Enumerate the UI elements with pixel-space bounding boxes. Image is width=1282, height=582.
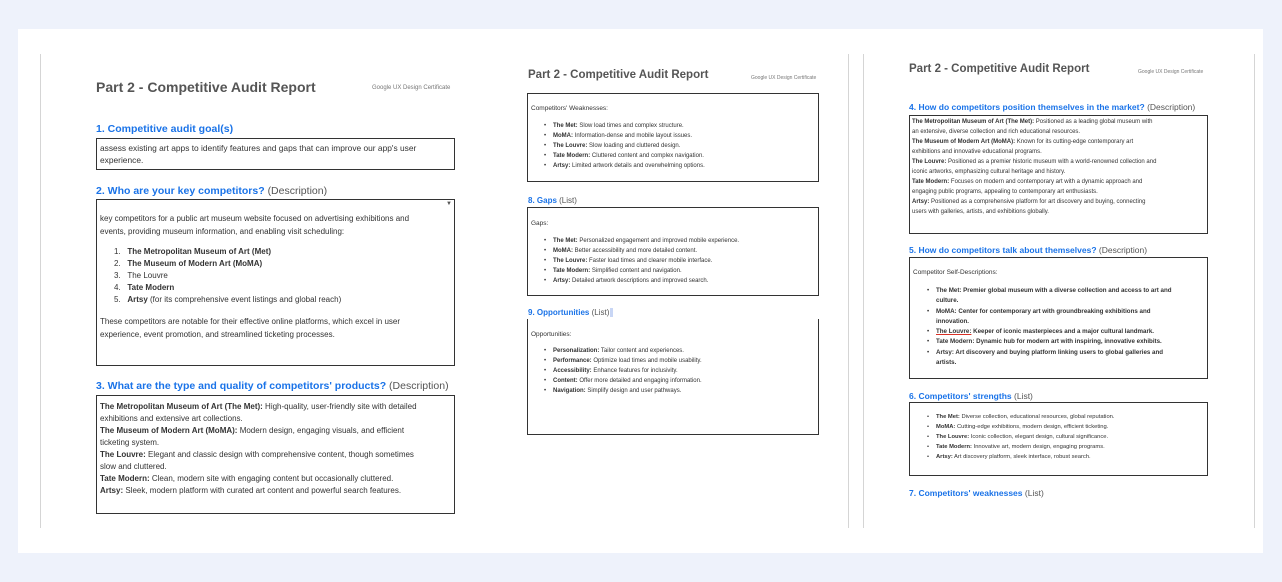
list-item: • The Met: Diverse collection, educational resources, global reputation. xyxy=(936,414,1115,420)
text-line: The Museum of Modern Art (MoMA): Modern design, engaging visuals, and efficient xyxy=(100,426,405,435)
intro-line: events, providing museum information, and enabling visit scheduling: xyxy=(100,227,345,236)
list-item: • Navigation: Simplify design and user pathways. xyxy=(553,388,681,394)
text-line: The Metropolitan Museum of Art (The Met): Positioned as a leading global museum with xyxy=(912,119,1153,125)
box-label: Opportunities: xyxy=(531,331,572,338)
list-item: • Artsy: Detailed artwork descriptions and improved search. xyxy=(553,278,708,284)
text-line: Artsy: Positioned as a comprehensive platform for art discovery and buying, connecting xyxy=(912,199,1146,205)
text-line: users with galleries, artists, and exhibitions globally. xyxy=(912,209,1049,215)
list-item: • Artsy: Art discovery and buying platform linking users to global galleries and xyxy=(936,349,1163,356)
text-line: exhibitions and innovative educational programs. xyxy=(912,149,1042,155)
list-item-continuation: artists. xyxy=(936,359,957,366)
weaknesses-textbox[interactable] xyxy=(527,93,819,182)
box-label: Competitor Self-Descriptions: xyxy=(913,269,998,276)
list-item: • The Louvre: Keeper of iconic masterpieces and a major cultural landmark. xyxy=(936,328,1154,335)
section-7-heading: 7. Competitors' weaknesses (List) xyxy=(909,488,1044,498)
list-item: • MoMA: Better accessibility and more detailed content. xyxy=(553,248,697,254)
list-item: • The Louvre: Slow loading and cluttered design. xyxy=(553,143,680,149)
section-6-heading: 6. Competitors' strengths (List) xyxy=(909,391,1033,401)
section-3-heading: 3. What are the type and quality of competitors' products? (Description) xyxy=(96,380,449,392)
intro-line: key competitors for a public art museum website focused on advertising exhibitions and xyxy=(100,214,410,223)
page-title: Part 2 - Competitive Audit Report xyxy=(96,79,316,95)
list-item: • Tate Modern: Dynamic hub for modern art with inspiring, innovative exhibits. xyxy=(936,338,1162,345)
document-page-1 xyxy=(40,54,486,528)
text-cursor xyxy=(610,308,613,317)
certificate-label: Google UX Design Certificate xyxy=(751,75,817,81)
list-item: 1. The Metropolitan Museum of Art (Met) xyxy=(114,247,272,256)
section-4-heading: 4. How do competitors position themselves in the market? (Description) xyxy=(909,102,1196,112)
text-line: The Museum of Modern Art (MoMA): Known for its cutting-edge contemporary art xyxy=(912,139,1134,145)
list-item: • MoMA: Center for contemporary art with groundbreaking exhibitions and xyxy=(936,308,1151,315)
chevron-down-icon[interactable]: ▼ xyxy=(446,201,452,207)
text-line: The Louvre: Positioned as a premier historic museum with a world-renowned collection and xyxy=(912,159,1157,165)
page-title: Part 2 - Competitive Audit Report xyxy=(528,69,709,81)
list-item: • Artsy: Art discovery platform, sleek interface, robust search. xyxy=(936,454,1091,460)
strengths-textbox[interactable] xyxy=(909,402,1208,476)
goal-text-line: assess existing art apps to identify features and gaps that can improve our app's user xyxy=(100,143,417,153)
document-page-2 xyxy=(484,54,849,528)
text-line: slow and cluttered. xyxy=(100,462,167,471)
list-item: • The Louvre: Iconic collection, elegant design, cultural significance. xyxy=(936,434,1108,440)
list-item: • The Louvre: Faster load times and clearer mobile interface. xyxy=(553,258,712,264)
list-item: • Tate Modern: Innovative art, modern design, engaging programs. xyxy=(936,444,1105,450)
list-item: • The Met: Premier global museum with a diverse collection and access to art and xyxy=(936,287,1172,294)
box-label: Gaps: xyxy=(531,220,549,227)
list-item: 4. Tate Modern xyxy=(114,283,175,292)
competitors-textbox[interactable] xyxy=(96,199,455,366)
certificate-label: Google UX Design Certificate xyxy=(1138,69,1204,75)
list-item: • MoMA: Cutting-edge exhibitions, modern design, efficient ticketing. xyxy=(936,424,1108,430)
list-item: • Tate Modern: Simplified content and navigation. xyxy=(553,268,682,274)
text-line: ticketing system. xyxy=(100,438,160,447)
text-line: Tate Modern: Focuses on modern and contemporary art with a dynamic approach and xyxy=(912,179,1143,185)
goal-text-line: experience. xyxy=(100,155,144,165)
text-line: iconic artworks, emphasizing cultural heritage and history. xyxy=(912,169,1066,175)
section-5-heading: 5. How do competitors talk about themselves? (Description) xyxy=(909,245,1148,255)
certificate-label: Google UX Design Certificate xyxy=(372,85,451,91)
section-9-heading: 9. Opportunities (List) xyxy=(528,308,613,317)
list-item: • The Met: Slow load times and complex structure. xyxy=(553,123,684,129)
document-page-3 xyxy=(863,54,1255,528)
outro-line: These competitors are notable for their effective online platforms, which excel in user xyxy=(100,317,400,326)
product-quality-textbox[interactable] xyxy=(96,395,455,514)
text-line: Tate Modern: Clean, modern site with engaging content but occasionally cluttered. xyxy=(100,474,394,483)
list-item: • The Met: Personalized engagement and improved mobile experience. xyxy=(553,238,739,244)
box-label: Competitors' Weaknesses: xyxy=(531,105,608,112)
list-item: • Tate Modern: Cluttered content and complex navigation. xyxy=(553,153,704,159)
gaps-textbox[interactable] xyxy=(527,207,819,296)
section-1-heading: 1. Competitive audit goal(s) xyxy=(96,123,234,135)
list-item: • Personalization: Tailor content and experiences. xyxy=(553,348,684,354)
list-item: • Performance: Optimize load times and mobile usability. xyxy=(553,358,702,364)
section-2-heading: 2. Who are your key competitors? (Description) xyxy=(96,185,328,197)
list-item: • Content: Offer more detailed and engaging information. xyxy=(553,378,702,384)
positioning-textbox[interactable] xyxy=(909,115,1208,234)
text-line: The Metropolitan Museum of Art (The Met): High-quality, user-friendly site with detailed xyxy=(100,402,417,411)
text-line: exhibitions and extensive art collections. xyxy=(100,414,243,423)
section-8-heading: 8. Gaps (List) xyxy=(528,196,577,205)
text-line: The Louvre: Elegant and classic design with comprehensive content, though sometimes xyxy=(100,450,414,459)
list-item: • Accessibility: Enhance features for inclusivity. xyxy=(553,368,678,374)
page-title: Part 2 - Competitive Audit Report xyxy=(909,63,1090,75)
list-item-continuation: innovation. xyxy=(936,318,969,325)
outro-line: experience, event promotion, and streamlined ticketing processes. xyxy=(100,330,335,339)
list-item: • Artsy: Limited artwork details and overwhelming options. xyxy=(553,163,705,169)
text-line: an extensive, diverse collection and rich educational resources. xyxy=(912,129,1081,135)
self-description-textbox[interactable] xyxy=(909,257,1208,379)
opportunities-textbox[interactable] xyxy=(527,319,819,435)
list-item: 2. The Museum of Modern Art (MoMA) xyxy=(114,259,263,268)
list-item: 3. The Louvre xyxy=(114,271,168,280)
list-item: • MoMA: Information-dense and mobile layout issues. xyxy=(553,133,692,139)
text-line: Artsy: Sleek, modern platform with curated art content and powerful search features. xyxy=(100,486,402,495)
text-line: engaging public programs, appealing to contemporary art enthusiasts. xyxy=(912,189,1098,195)
goal-textbox[interactable] xyxy=(96,138,455,170)
list-item: 5. Artsy (for its comprehensive event listings and global reach) xyxy=(114,295,342,304)
list-item-continuation: culture. xyxy=(936,297,959,304)
